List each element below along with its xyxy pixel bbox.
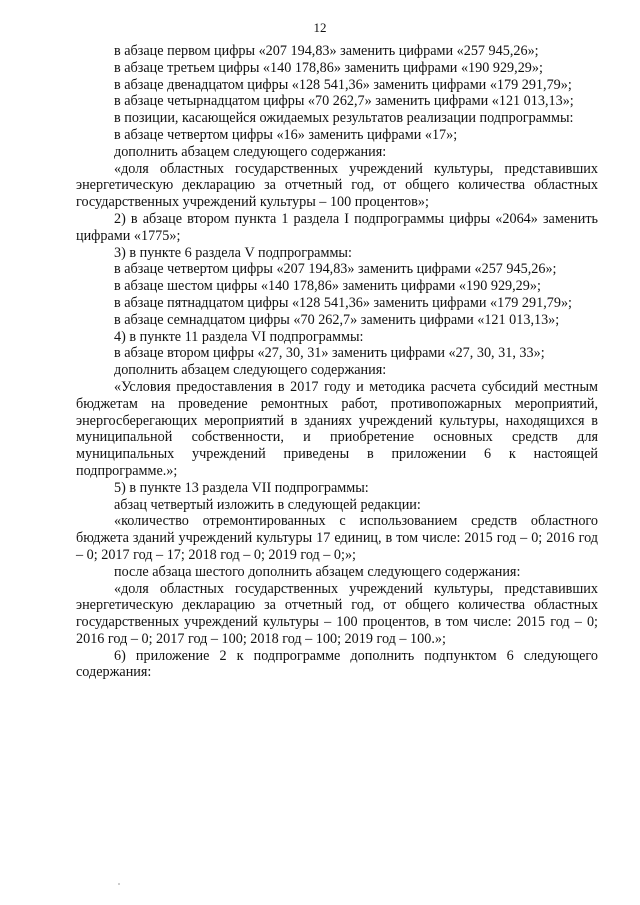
paragraph: дополнить абзацем следующего содержания: — [114, 362, 387, 379]
paragraph: в абзаце двенадцатом цифры «128 541,36» заменить цифрами «179 291,79»; — [114, 76, 572, 93]
paragraph: в абзаце четвертом цифры «16» заменить цифрами «17»; — [114, 126, 458, 143]
paragraph: в абзаце втором цифры «27, 30, 31» заменить цифрами «27, 30, 31, 33»; — [114, 345, 545, 362]
paragraph: в абзаце четырнадцатом цифры «70 262,7» заменить цифрами «121 013,13»; — [114, 93, 574, 110]
paragraph: 4) в пункте 11 раздела VI подпрограммы: — [114, 328, 364, 345]
paragraph: 5) в пункте 13 раздела VII подпрограммы: — [114, 479, 369, 496]
paragraph: 3) в пункте 6 раздела V подпрограммы: — [114, 244, 352, 261]
page-number: 12 — [313, 20, 327, 35]
paragraph: после абзаца шестого дополнить абзацем следующего содержания: — [114, 563, 521, 580]
paragraph: 6) приложение 2 к подпрограмме дополнить подпунктом 6 следующего содержания: — [76, 647, 598, 681]
paragraph: в абзаце пятнадцатом цифры «128 541,36» заменить цифрами «179 291,79»; — [114, 294, 572, 311]
paragraph: 2) в абзаце втором пункта 1 раздела I подпрограммы цифры «2064» заменить цифрами «1775»; — [76, 210, 598, 244]
paragraph: в абзаце четвертом цифры «207 194,83» заменить цифрами «257 945,26»; — [114, 261, 557, 278]
quoted-paragraph: «количество отремонтированных с использованием средств областного бюджета зданий учреждений культуры 17 единиц, в том числе: 2015 год – 0; 2016 год – 0; 2017 год – 17; 2018 год – 0; 2019 год – 0;»; — [76, 513, 598, 563]
paragraph: в абзаце первом цифры «207 194,83» заменить цифрами «257 945,26»; — [114, 43, 539, 59]
paragraph: в абзаце семнадцатом цифры «70 262,7» заменить цифрами «121 013,13»; — [114, 311, 560, 328]
paragraph: в позиции, касающейся ожидаемых результатов реализации подпрограммы: — [114, 110, 574, 127]
quoted-paragraph: «доля областных государственных учреждений культуры, представивших энергетическую декларацию за отчетный год, от общего количества областных государственных учреждений культуры – 100 процентов»; — [76, 160, 598, 211]
paragraph: в абзаце третьем цифры «140 178,86» заменить цифрами «190 929,29»; — [114, 59, 543, 76]
quoted-paragraph: «доля областных государственных учреждений культуры, представивших энергетическую декларацию за отчетный год, от общего количества областных государственных учреждений культуры – 100 процентов, в том числе: 2015 год – 0; 2016 год – 0; 2017 год – 100; 2018 год – 100; 2019 год – 100.»; — [76, 580, 598, 647]
document-body — [76, 43, 598, 681]
paragraph: в абзаце шестом цифры «140 178,86» заменить цифрами «190 929,29»; — [114, 278, 541, 295]
scan-speck — [118, 883, 120, 885]
paragraph: дополнить абзацем следующего содержания: — [114, 143, 387, 160]
quoted-paragraph: «Условия предоставления в 2017 году и методика расчета субсидий местным бюджетам на проведение ремонтных работ, противопожарных мероприятий, энергосберегающих мероприятий в зданиях учреждений культуры, находящихся в муниципальной собственности, и приобретение основных средств для муниципальных учреждений приведены в приложении 6 к настоящей подпрограмме.»; — [76, 378, 598, 479]
paragraph: абзац четвертый изложить в следующей редакции: — [114, 496, 421, 513]
